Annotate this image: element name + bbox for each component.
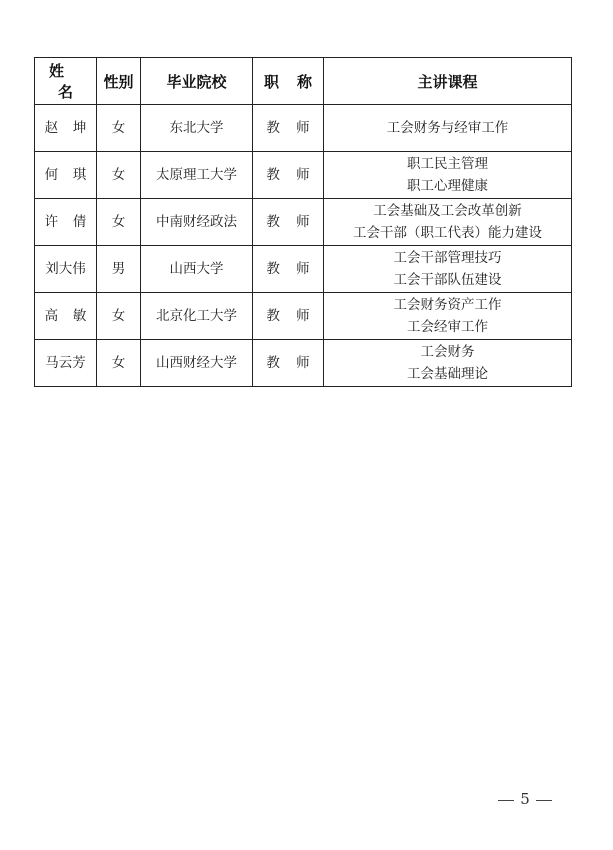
cell-gender: 女: [97, 199, 141, 246]
cell-title: 教师: [253, 105, 324, 152]
cell-name: 高敏: [35, 293, 97, 340]
cell-name: 刘大伟: [35, 246, 97, 293]
header-title: 职称: [253, 58, 324, 105]
cell-courses: [324, 105, 572, 152]
cell-title: 教师: [253, 293, 324, 340]
course-line: 工会干部队伍建设: [393, 272, 502, 288]
cell-title: 教师: [253, 152, 324, 199]
cell-courses: [324, 199, 572, 246]
course-line: 职工民主管理: [407, 156, 488, 172]
cell-gender: 男: [97, 246, 141, 293]
page-number-dash: [536, 800, 552, 801]
course-line: 工会干部（职工代表）能力建设: [353, 225, 542, 241]
cell-courses: [324, 152, 572, 199]
cell-name: 许倩: [35, 199, 97, 246]
cell-courses: [324, 340, 572, 387]
header-courses: 主讲课程: [324, 58, 572, 105]
cell-title: 教师: [253, 199, 324, 246]
cell-title: 教师: [253, 340, 324, 387]
instructor-table: [34, 57, 572, 387]
cell-school: 太原理工大学: [141, 152, 253, 199]
course-line: 工会财务: [420, 344, 475, 360]
course-line: 工会基础理论: [407, 366, 488, 382]
cell-courses: [324, 246, 572, 293]
course-line: 工会财务资产工作: [393, 297, 502, 313]
table-row: [35, 105, 572, 152]
cell-gender: 女: [97, 152, 141, 199]
course-line: 职工心理健康: [407, 178, 488, 194]
cell-gender: 女: [97, 105, 141, 152]
table-row: [35, 340, 572, 387]
course-line: 工会基础及工会改革创新: [373, 203, 522, 219]
page-number: 5: [488, 790, 562, 808]
cell-school: 中南财经政法: [141, 199, 253, 246]
cell-name: 马云芳: [35, 340, 97, 387]
table-row: [35, 293, 572, 340]
course-line: 工会经审工作: [407, 319, 488, 335]
cell-name: 何琪: [35, 152, 97, 199]
table-row: [35, 199, 572, 246]
page-number-dash: [498, 800, 514, 801]
table-row: [35, 152, 572, 199]
cell-school: 东北大学: [141, 105, 253, 152]
table-header-row: [35, 58, 572, 105]
header-school: 毕业院校: [141, 58, 253, 105]
course-line: 工会干部管理技巧: [393, 250, 502, 266]
cell-title: 教师: [253, 246, 324, 293]
cell-school: 山西财经大学: [141, 340, 253, 387]
course-line: 工会财务与经审工作: [386, 120, 509, 136]
header-name: 姓名: [35, 58, 97, 105]
cell-name: 赵坤: [35, 105, 97, 152]
cell-school: 山西大学: [141, 246, 253, 293]
cell-courses: [324, 293, 572, 340]
header-gender: 性别: [97, 58, 141, 105]
cell-gender: 女: [97, 340, 141, 387]
table-row: [35, 246, 572, 293]
cell-school: 北京化工大学: [141, 293, 253, 340]
cell-gender: 女: [97, 293, 141, 340]
